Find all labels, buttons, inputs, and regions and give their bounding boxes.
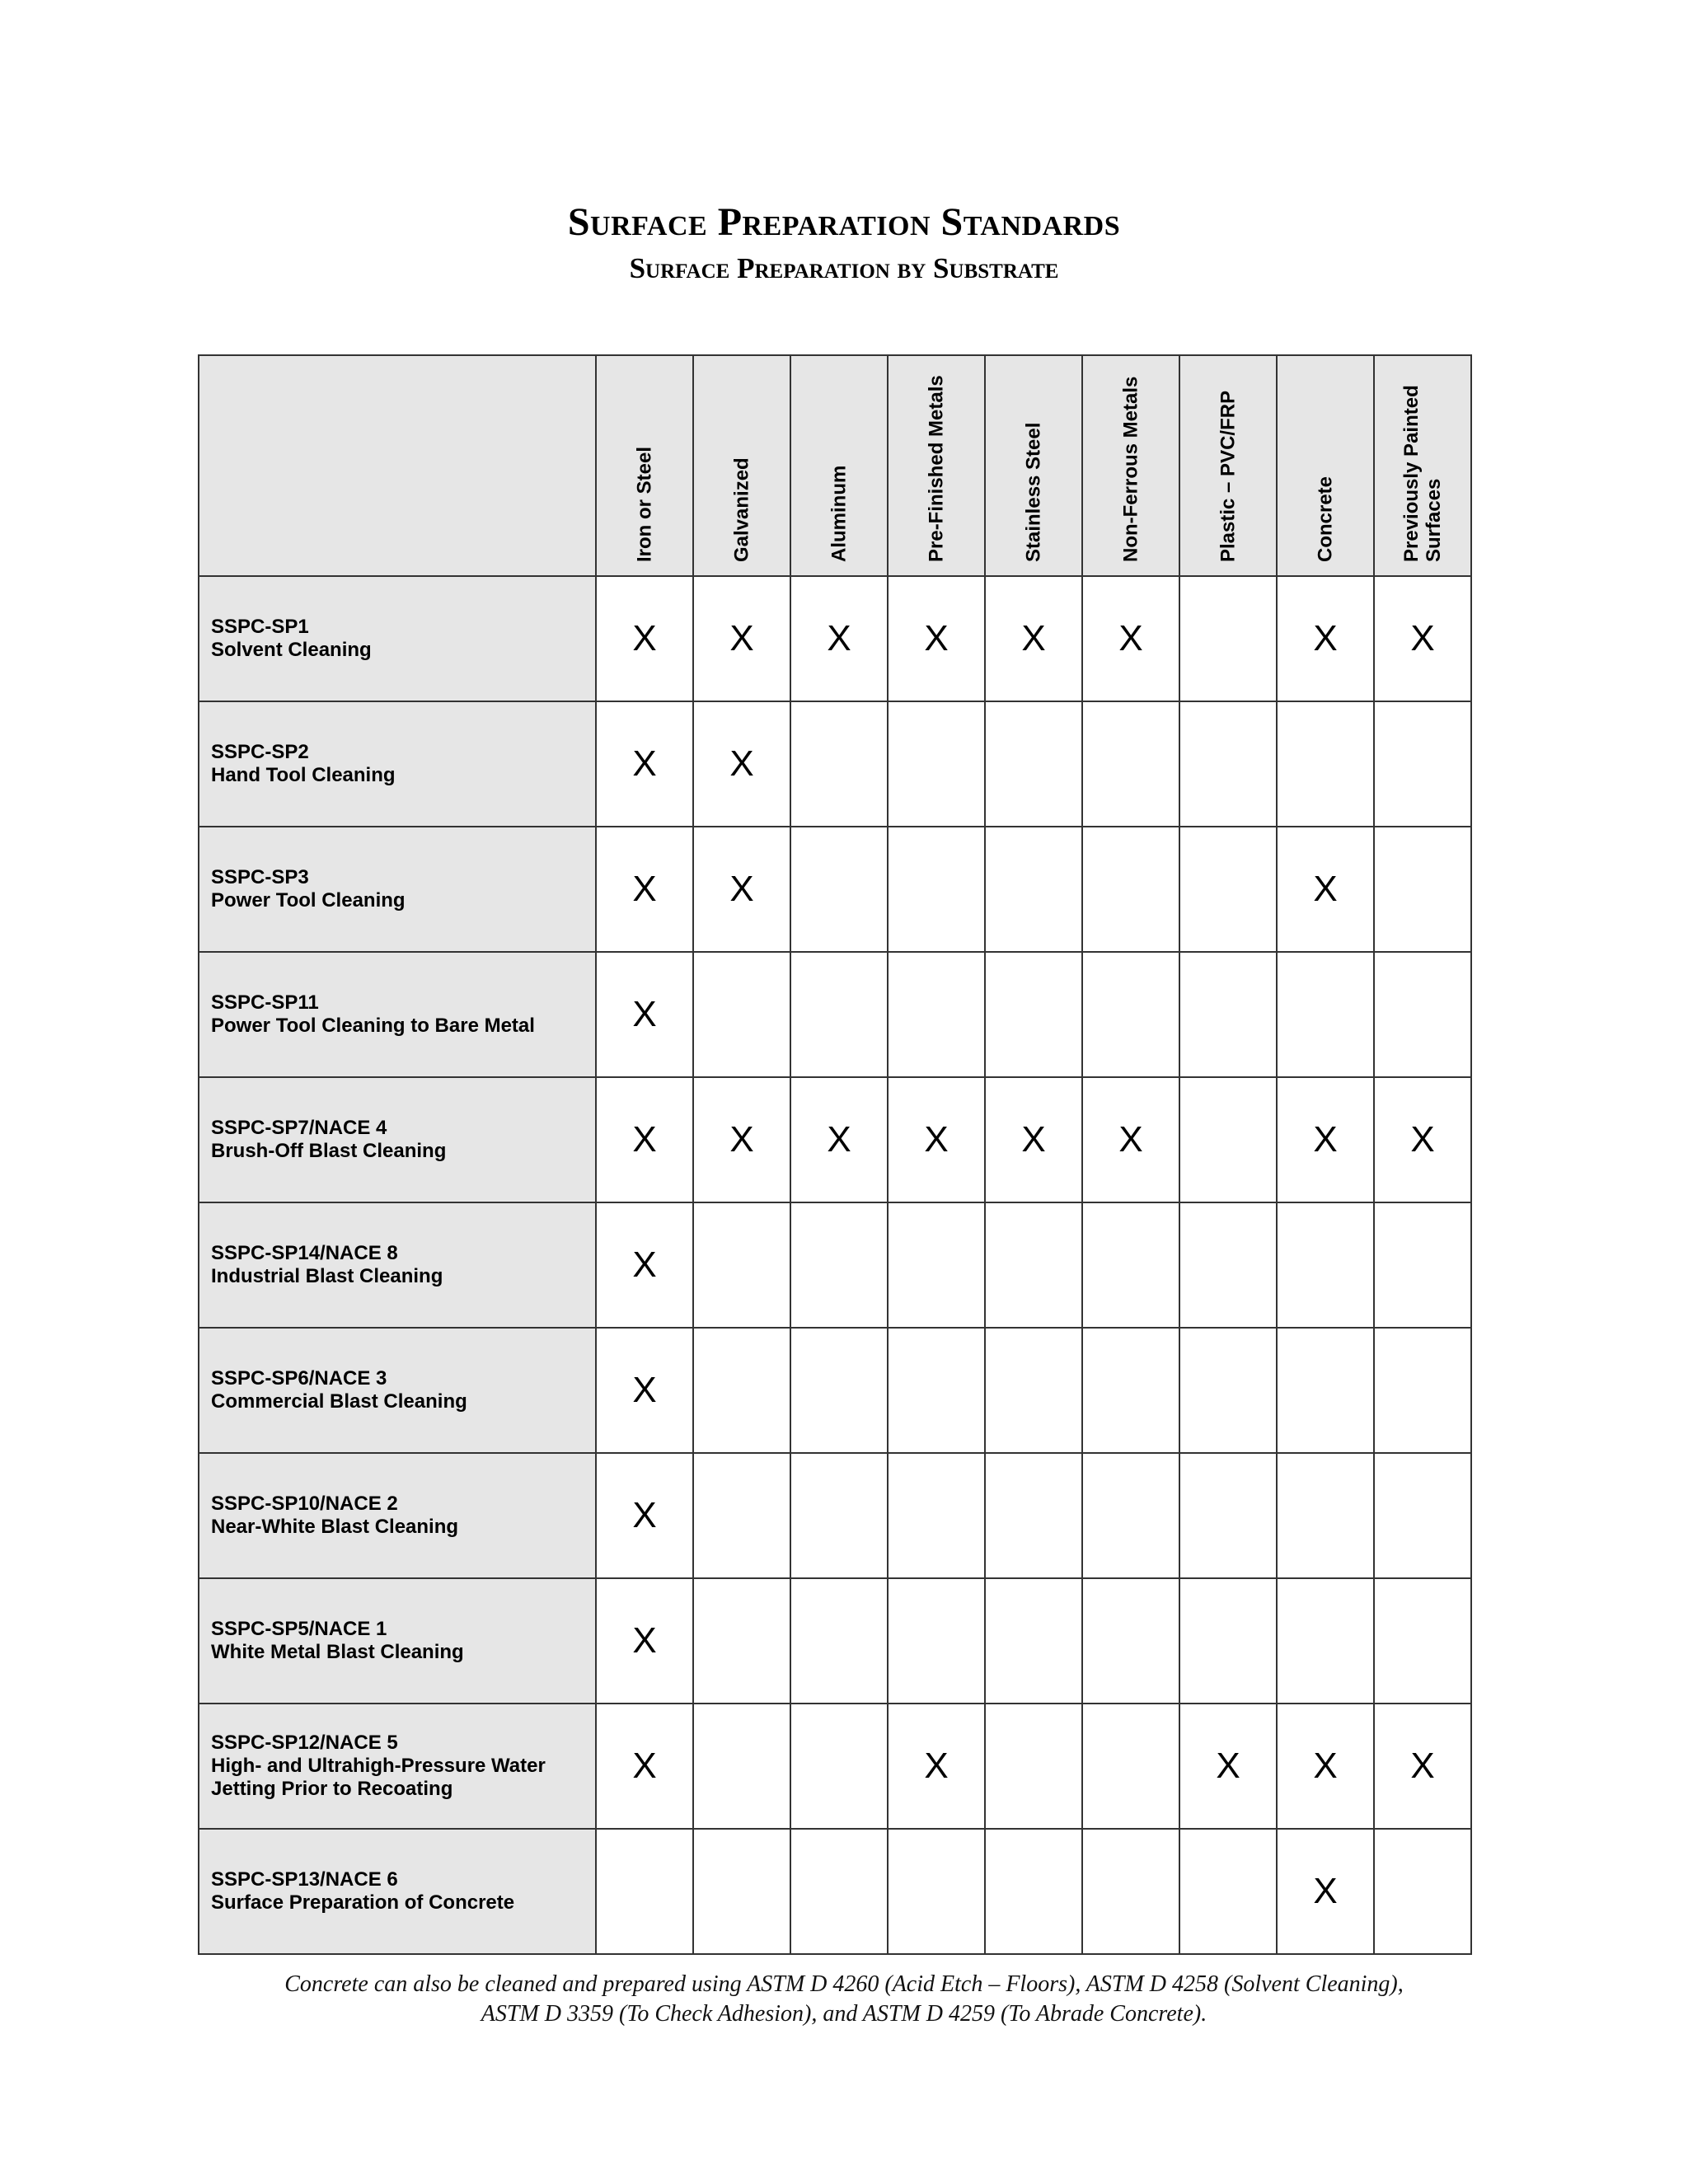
table-row xyxy=(199,1704,1471,1829)
table-row xyxy=(199,1077,1471,1202)
row-header xyxy=(199,1202,596,1328)
page-title: Surface Preparation Standards xyxy=(567,200,1121,244)
table-row xyxy=(199,827,1471,952)
row-header xyxy=(199,701,596,827)
mark-cell: X xyxy=(1277,1077,1374,1202)
column-header-label: Concrete xyxy=(1314,476,1337,562)
table-row xyxy=(199,1202,1471,1328)
mark-cell xyxy=(888,952,985,1077)
mark-cell xyxy=(1082,701,1179,827)
mark-cell xyxy=(1082,952,1179,1077)
header-row xyxy=(199,355,1471,576)
table-row xyxy=(199,1578,1471,1704)
mark-cell xyxy=(790,827,888,952)
mark-cell xyxy=(1277,1202,1374,1328)
mark-cell xyxy=(1374,1328,1471,1453)
mark-cell xyxy=(985,952,1082,1077)
mark-cell xyxy=(1179,1829,1277,1954)
mark-cell: X xyxy=(1277,1704,1374,1829)
mark-cell xyxy=(693,1704,790,1829)
row-header xyxy=(199,1453,596,1578)
standard-name: Hand Tool Cleaning xyxy=(211,764,396,786)
mark-cell xyxy=(790,1704,888,1829)
mark-cell: X xyxy=(1374,576,1471,701)
mark-cell: X xyxy=(596,1578,693,1704)
mark-cell xyxy=(985,1704,1082,1829)
mark-cell xyxy=(1082,1704,1179,1829)
column-header-label: Galvanized xyxy=(730,457,753,562)
mark-cell xyxy=(985,1453,1082,1578)
mark-cell xyxy=(1082,1829,1179,1954)
mark-cell: X xyxy=(790,576,888,701)
table-row xyxy=(199,1829,1471,1954)
column-header-label: Stainless Steel xyxy=(1022,422,1045,562)
mark-cell xyxy=(1179,1328,1277,1453)
mark-cell: X xyxy=(596,827,693,952)
mark-cell xyxy=(1179,1202,1277,1328)
mark-cell xyxy=(985,701,1082,827)
mark-cell xyxy=(1374,1453,1471,1578)
column-header-label: Plastic – PVC/FRP xyxy=(1217,390,1240,562)
row-header xyxy=(199,952,596,1077)
row-header xyxy=(199,1077,596,1202)
mark-cell: X xyxy=(985,1077,1082,1202)
mark-cell xyxy=(1374,1202,1471,1328)
column-header xyxy=(790,355,888,576)
standard-name: White Metal Blast Cleaning xyxy=(211,1641,464,1663)
mark-cell xyxy=(693,1578,790,1704)
mark-cell xyxy=(693,1328,790,1453)
table-row xyxy=(199,952,1471,1077)
standard-code: SSPC-SP1 xyxy=(211,616,309,638)
mark-cell xyxy=(1374,701,1471,827)
mark-cell xyxy=(1374,1829,1471,1954)
row-header xyxy=(199,1829,596,1954)
column-header-label: Iron or Steel xyxy=(633,446,656,562)
column-header xyxy=(888,355,985,576)
table-row xyxy=(199,576,1471,701)
footnote xyxy=(0,1970,1688,2029)
mark-cell: X xyxy=(790,1077,888,1202)
mark-cell: X xyxy=(1277,827,1374,952)
table-row xyxy=(199,1453,1471,1578)
column-header xyxy=(1277,355,1374,576)
mark-cell: X xyxy=(596,701,693,827)
mark-cell xyxy=(888,1829,985,1954)
mark-cell xyxy=(1179,952,1277,1077)
mark-cell xyxy=(790,1453,888,1578)
mark-cell xyxy=(693,1453,790,1578)
mark-cell xyxy=(1374,1578,1471,1704)
mark-cell: X xyxy=(1082,576,1179,701)
row-header xyxy=(199,1578,596,1704)
column-header xyxy=(1179,355,1277,576)
mark-cell: X xyxy=(985,576,1082,701)
mark-cell: X xyxy=(596,952,693,1077)
standard-code: SSPC-SP14/NACE 8 xyxy=(211,1242,398,1264)
mark-cell: X xyxy=(693,701,790,827)
standard-name: Industrial Blast Cleaning xyxy=(211,1265,443,1287)
mark-cell xyxy=(1374,827,1471,952)
standard-name: Surface Preparation of Concrete xyxy=(211,1891,515,1914)
mark-cell: X xyxy=(1082,1077,1179,1202)
mark-cell xyxy=(1374,952,1471,1077)
mark-cell xyxy=(985,827,1082,952)
mark-cell xyxy=(888,1453,985,1578)
mark-cell xyxy=(790,1578,888,1704)
mark-cell xyxy=(1277,1328,1374,1453)
standard-name: Power Tool Cleaning xyxy=(211,889,406,912)
mark-cell: X xyxy=(596,1704,693,1829)
mark-cell xyxy=(790,701,888,827)
column-header xyxy=(1374,355,1471,576)
table-row xyxy=(199,701,1471,827)
mark-cell xyxy=(790,952,888,1077)
mark-cell: X xyxy=(596,576,693,701)
standard-code: SSPC-SP2 xyxy=(211,741,309,763)
standard-name: Solvent Cleaning xyxy=(211,639,372,661)
column-header xyxy=(596,355,693,576)
table-body xyxy=(199,576,1471,1954)
mark-cell: X xyxy=(596,1077,693,1202)
mark-cell xyxy=(1179,576,1277,701)
mark-cell xyxy=(985,1829,1082,1954)
column-header-label: Previously Painted Surfaces xyxy=(1400,385,1445,562)
mark-cell xyxy=(985,1328,1082,1453)
mark-cell: X xyxy=(1277,576,1374,701)
mark-cell xyxy=(1082,1202,1179,1328)
column-header-label: Aluminum xyxy=(828,465,851,562)
standard-name: Commercial Blast Cleaning xyxy=(211,1390,467,1413)
title-block xyxy=(0,198,1688,288)
mark-cell xyxy=(1082,827,1179,952)
mark-cell: X xyxy=(1374,1704,1471,1829)
standard-code: SSPC-SP12/NACE 5 xyxy=(211,1732,398,1754)
mark-cell xyxy=(888,827,985,952)
table-row xyxy=(199,1328,1471,1453)
mark-cell xyxy=(985,1202,1082,1328)
mark-cell xyxy=(1179,1077,1277,1202)
standard-code: SSPC-SP5/NACE 1 xyxy=(211,1618,387,1640)
mark-cell xyxy=(888,701,985,827)
mark-cell xyxy=(693,1829,790,1954)
page-subtitle: Surface Preparation by Substrate xyxy=(629,252,1059,284)
standard-code: SSPC-SP11 xyxy=(211,991,319,1014)
column-header-label: Pre-Finished Metals xyxy=(925,375,948,562)
mark-cell xyxy=(1179,1578,1277,1704)
mark-cell xyxy=(888,1202,985,1328)
column-header xyxy=(1082,355,1179,576)
standard-code: SSPC-SP10/NACE 2 xyxy=(211,1493,398,1515)
mark-cell: X xyxy=(1277,1829,1374,1954)
mark-cell xyxy=(790,1202,888,1328)
mark-cell xyxy=(1277,1453,1374,1578)
standard-code: SSPC-SP7/NACE 4 xyxy=(211,1117,387,1139)
mark-cell xyxy=(693,952,790,1077)
mark-cell xyxy=(1179,1453,1277,1578)
column-header xyxy=(693,355,790,576)
corner-cell xyxy=(199,355,596,576)
column-header xyxy=(985,355,1082,576)
column-header-label: Non-Ferrous Metals xyxy=(1119,376,1142,562)
standard-code: SSPC-SP6/NACE 3 xyxy=(211,1367,387,1390)
mark-cell: X xyxy=(1374,1077,1471,1202)
standard-name: Near-White Blast Cleaning xyxy=(211,1516,459,1538)
mark-cell xyxy=(888,1578,985,1704)
standard-name: Brush-Off Blast Cleaning xyxy=(211,1140,447,1162)
mark-cell: X xyxy=(888,576,985,701)
standard-code: SSPC-SP3 xyxy=(211,866,309,888)
footnote-line-1: Concrete can also be cleaned and prepared using ASTM D 4260 (Acid Etch – Floors), ASTM D 4258 (Solvent Cleaning), xyxy=(284,1971,1404,1997)
substrate-table xyxy=(198,354,1472,1955)
mark-cell xyxy=(1082,1578,1179,1704)
mark-cell: X xyxy=(693,1077,790,1202)
mark-cell xyxy=(790,1328,888,1453)
mark-cell: X xyxy=(1179,1704,1277,1829)
footnote-line-2: ASTM D 3359 (To Check Adhesion), and ASTM D 4259 (To Abrade Concrete). xyxy=(481,2001,1207,2027)
mark-cell xyxy=(1082,1453,1179,1578)
mark-cell xyxy=(1082,1328,1179,1453)
mark-cell xyxy=(888,1328,985,1453)
mark-cell xyxy=(1179,701,1277,827)
mark-cell: X xyxy=(888,1077,985,1202)
mark-cell xyxy=(1277,1578,1374,1704)
mark-cell xyxy=(1277,701,1374,827)
standard-name: High- and Ultrahigh-Pressure Water Jetting Prior to Recoating xyxy=(211,1755,546,1800)
mark-cell: X xyxy=(596,1328,693,1453)
mark-cell: X xyxy=(888,1704,985,1829)
mark-cell xyxy=(596,1829,693,1954)
mark-cell: X xyxy=(693,576,790,701)
mark-cell xyxy=(1179,827,1277,952)
mark-cell: X xyxy=(596,1202,693,1328)
mark-cell: X xyxy=(693,827,790,952)
mark-cell xyxy=(1277,952,1374,1077)
row-header xyxy=(199,576,596,701)
row-header xyxy=(199,1704,596,1829)
mark-cell xyxy=(790,1829,888,1954)
mark-cell xyxy=(985,1578,1082,1704)
mark-cell xyxy=(693,1202,790,1328)
row-header xyxy=(199,1328,596,1453)
standard-code: SSPC-SP13/NACE 6 xyxy=(211,1868,398,1891)
row-header xyxy=(199,827,596,952)
mark-cell: X xyxy=(596,1453,693,1578)
standard-name: Power Tool Cleaning to Bare Metal xyxy=(211,1015,535,1037)
